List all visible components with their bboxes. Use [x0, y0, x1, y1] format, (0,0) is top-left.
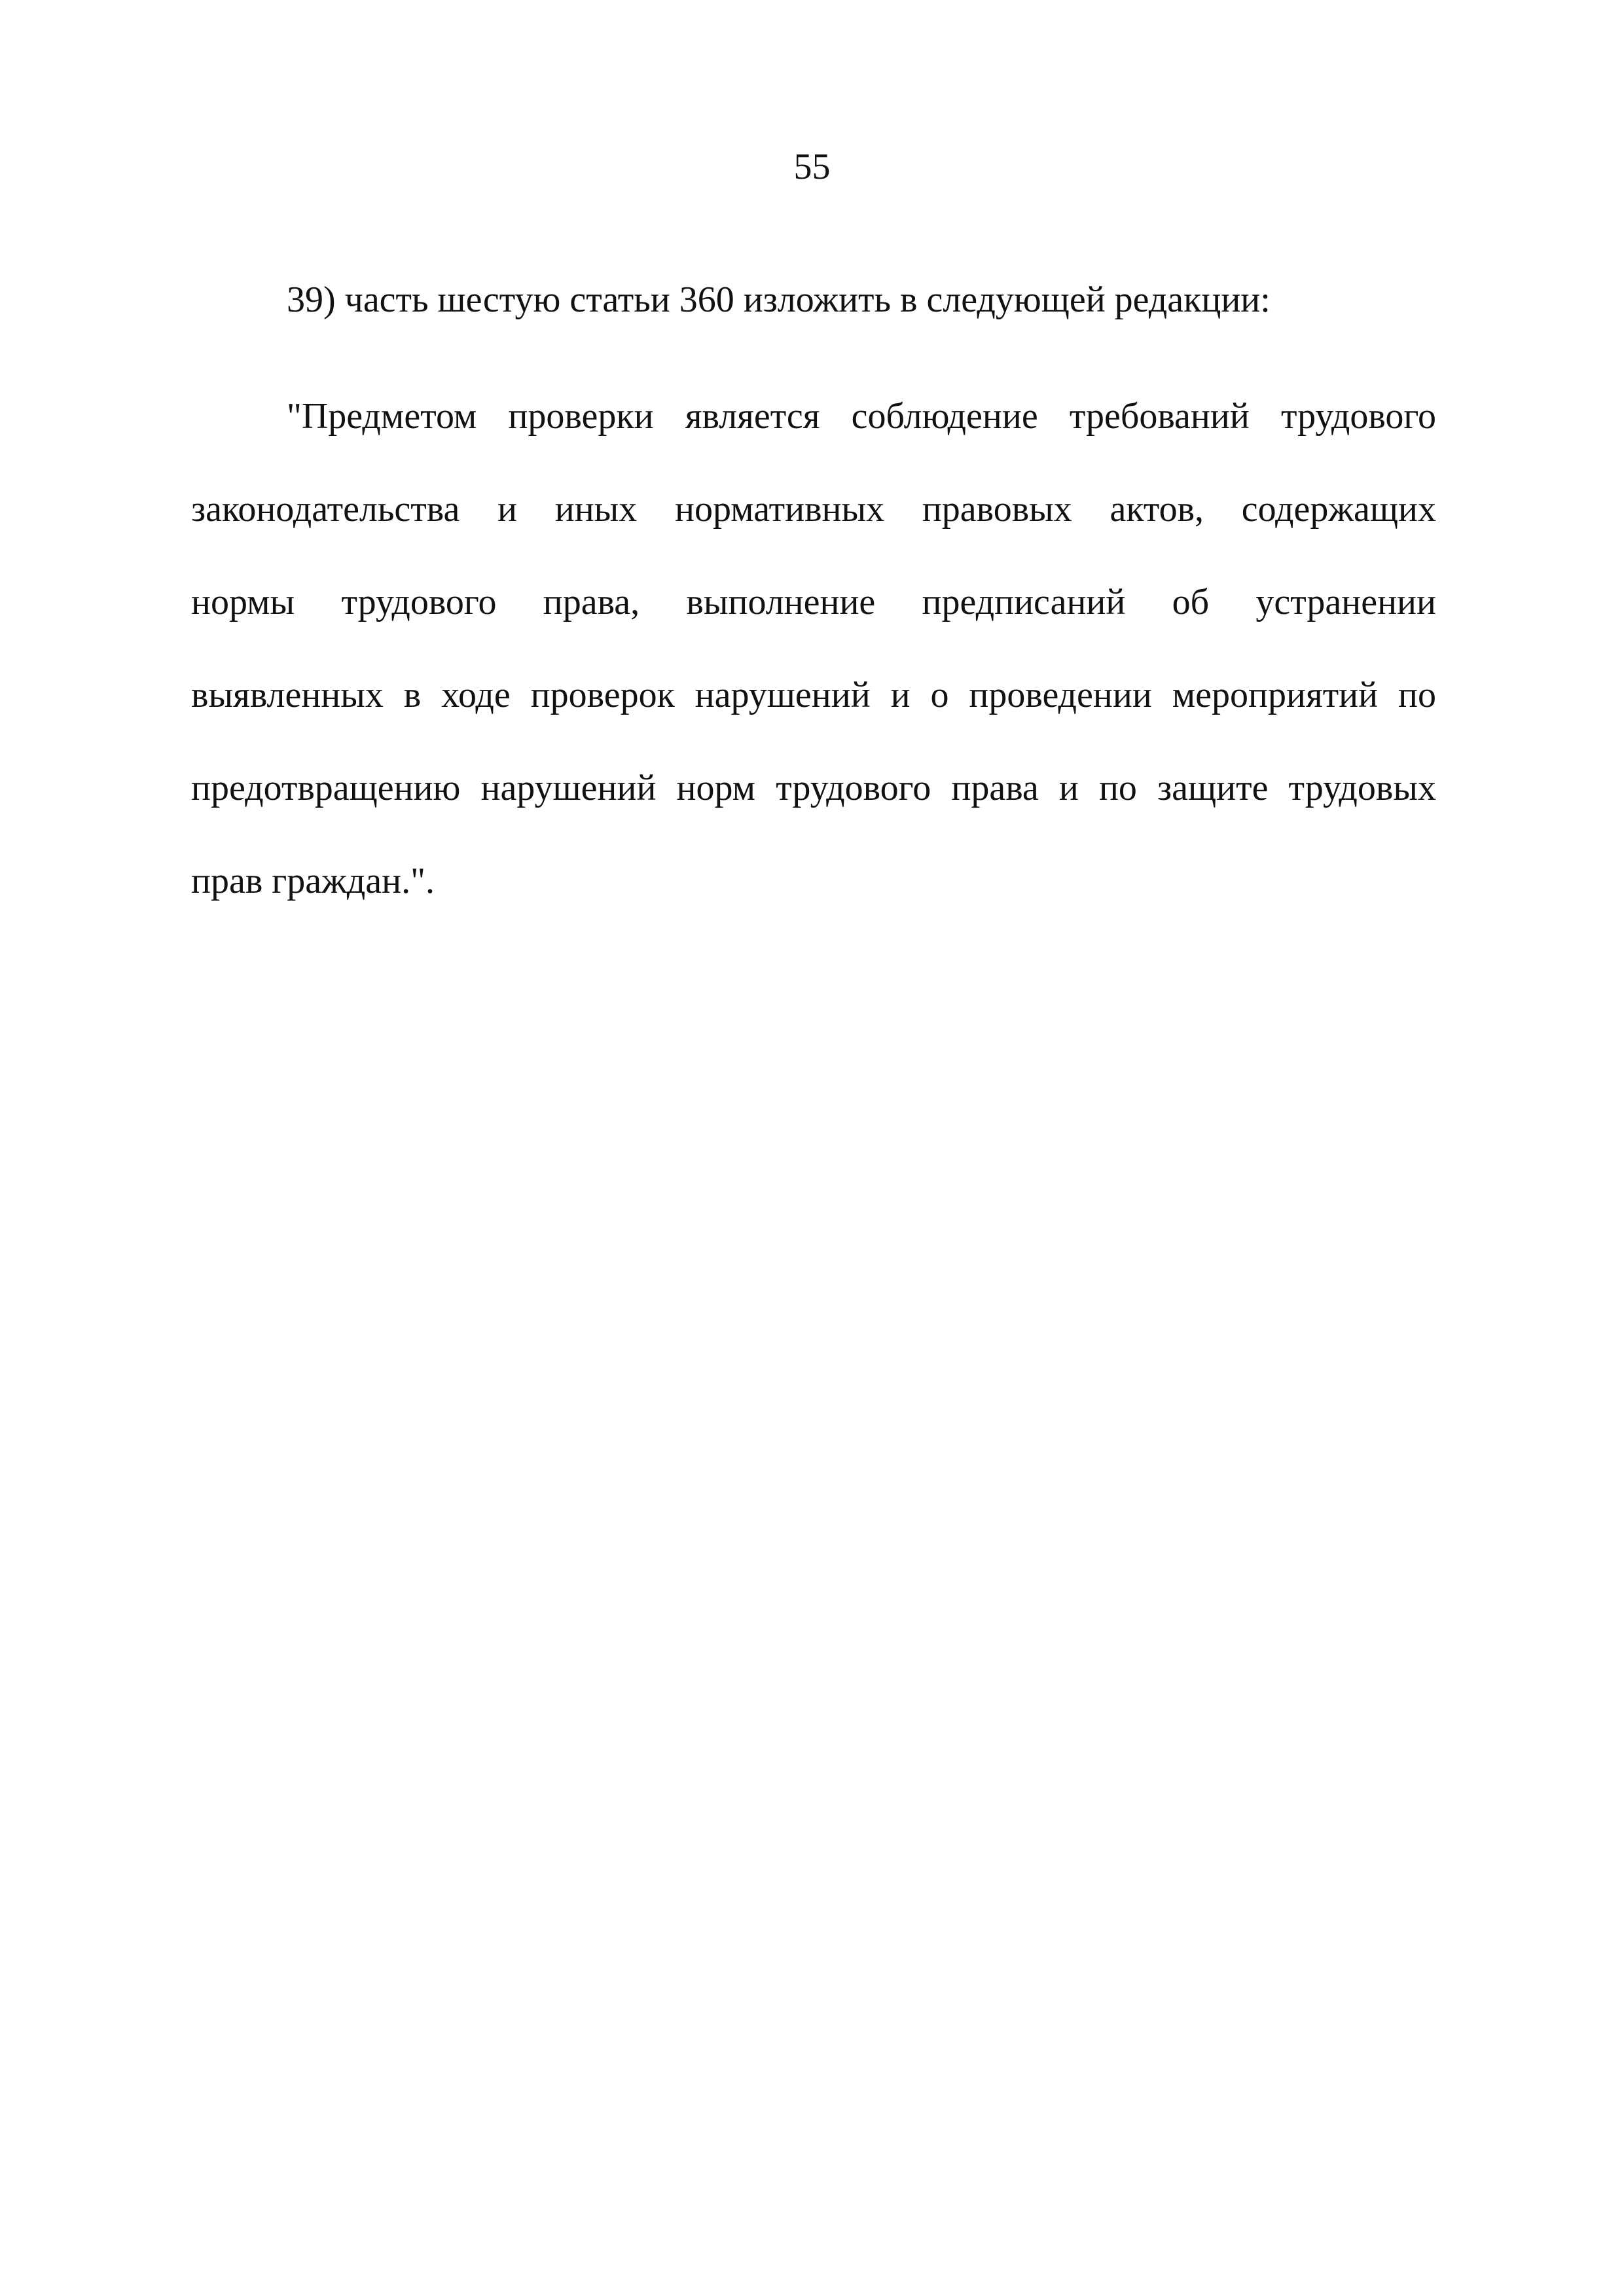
quote-line: нормы трудового права, выполнение предписаний об устранении [191, 582, 1436, 622]
item-intro-paragraph: 39) часть шестую статьи 360 изложить в следующей редакции: [287, 279, 1271, 320]
quote-line: "Предметом проверки является соблюдение требований трудового [287, 396, 1436, 437]
quote-line: законодательства и иных нормативных правовых актов, содержащих [191, 489, 1436, 529]
page-number: 55 [793, 147, 831, 187]
quote-line: выявленных в ходе проверок нарушений и о проведении мероприятий по [191, 675, 1436, 715]
quoted-paragraph [191, 370, 1436, 927]
quote-line: предотвращению нарушений норм трудового права и по защите трудовых [191, 768, 1436, 808]
quote-line: прав граждан.". [191, 861, 435, 901]
